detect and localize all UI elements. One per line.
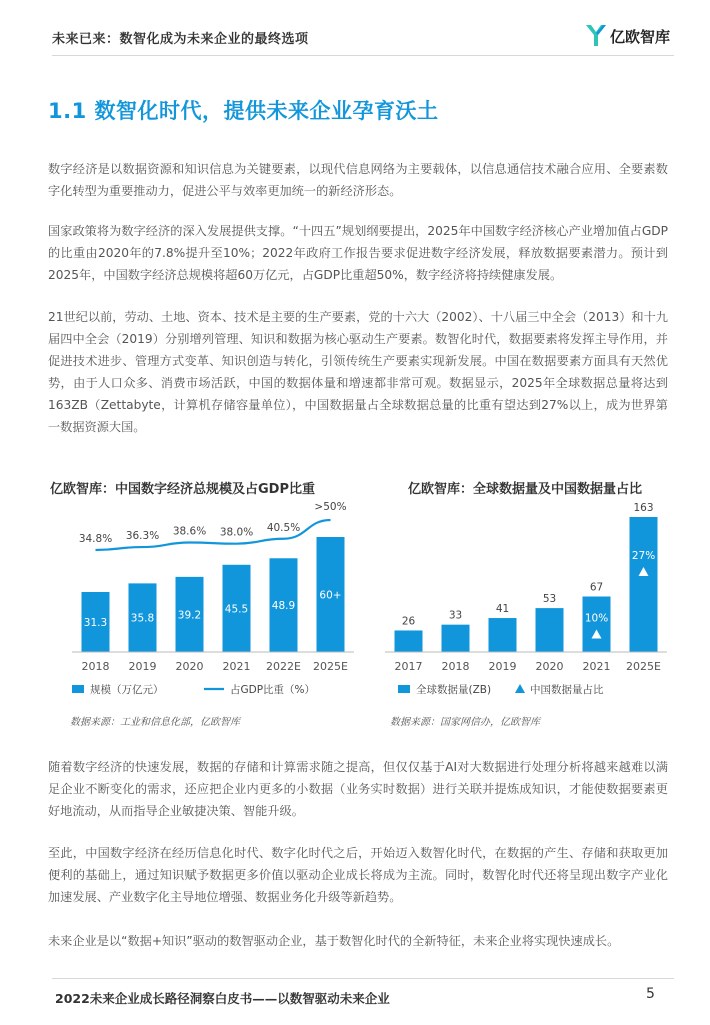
x-tick-2020: 2020	[535, 660, 564, 673]
bar-label-2019: 35.8	[130, 612, 155, 625]
bar-2025E	[630, 517, 658, 652]
bar-2019	[489, 618, 517, 652]
legend-label-bar: 规模（万亿元）	[90, 684, 164, 696]
bar-label-2020: 39.2	[177, 609, 202, 622]
x-tick-2021: 2021	[222, 660, 251, 673]
paragraph-1: 数字经济是以数据资源和知识信息为关键要素，以现代信息网络为主要载体，以信息通信技术融合应用、全要素数字化转型为重要推动力，促进公平与效率更加统一的新经济形态。	[48, 162, 668, 198]
chart-2-plot	[370, 500, 690, 730]
bar-value-2017: 26	[401, 615, 416, 628]
paragraph-4: 随着数字经济的快速发展，数据的存储和计算需求随之提高，但仅仅基于AI对大数据进行处理分析将越来越难以满足企业不断变化的需求，还应把企业内更多的小数据（业务实时数据）进行关联并提炼成知识，才能使数据要素更好地流动，从而指导企业敏捷决策、智能升级。	[48, 760, 668, 818]
line-label-2021: 38.0%	[219, 526, 254, 539]
paragraph-2: 国家政策将为数字经济的深入发展提供支撑。“十四五”规划纲要提出，2025年中国数字经济核心产业增加值占GDP的比重由2020年的7.8%提升至10%；2022年政府工作报告要求促进数字经济发展，释放数据要素潜力。预计到2025年，中国数字经济总规模将超60万亿元，占GDP比重超50%，数字经济将持续健康发展。	[48, 224, 668, 282]
paragraph-6: 未来企业是以“数据+知识”驱动的数智驱动企业，基于数智化时代的全新特征，未来企业将实现快速成长。	[48, 934, 620, 948]
x-tick-2018: 2018	[441, 660, 470, 673]
bar-2017	[395, 630, 423, 652]
chart-1-source: 数据来源：工业和信息化部，亿欧智库	[70, 717, 240, 728]
legend-swatch-bar	[398, 685, 410, 693]
brand-logo	[584, 22, 674, 50]
line-label-2019: 36.3%	[125, 530, 160, 543]
brand-name: 亿欧智库	[610, 28, 671, 46]
legend-swatch-marker	[515, 684, 525, 693]
x-tick-2025E: 2025E	[313, 660, 348, 673]
chart-global-data	[370, 470, 690, 730]
header-divider	[52, 55, 674, 56]
chart-2-source: 数据来源：国家网信办，亿欧智库	[390, 717, 540, 728]
bar-value-2025E: 163	[633, 502, 654, 514]
bar-2018	[442, 625, 470, 652]
page-footer	[0, 960, 710, 1025]
x-tick-2019: 2019	[128, 660, 157, 673]
paragraph-5: 至此，中国数字经济在经历信息化时代、数字化时代之后，开始迈入数智化时代，在数据的产生、存储和获取更加便利的基础上，通过知识赋予数据更多价值以驱动企业成长将成为主流。同时，数智化时代还将呈现出数字产业化加速发展、产业数字化主导地位增强、数据业务化升级等新趋势。	[48, 846, 668, 904]
chart-digital-economy	[40, 470, 360, 730]
x-tick-2017: 2017	[394, 660, 423, 673]
bar-label-2021: 45.5	[224, 603, 249, 616]
legend-label-bar: 全球数据量(ZB)	[416, 684, 492, 696]
bar-value-2020: 53	[542, 593, 557, 606]
footer-divider	[52, 978, 674, 979]
footer-title: 2022未来企业成长路径洞察白皮书——以数智驱动未来企业	[55, 991, 390, 1006]
section-title: 1.1 数智化时代，提供未来企业孕育沃土	[48, 99, 439, 123]
x-tick-2022E: 2022E	[266, 660, 301, 673]
chart-1-title: 亿欧智库：中国数字经济总规模及占GDP比重	[50, 482, 315, 497]
bar-2020	[536, 608, 564, 652]
x-tick-2020: 2020	[175, 660, 204, 673]
x-tick-2025E: 2025E	[626, 660, 661, 673]
share-label-2021: 10%	[584, 612, 609, 625]
legend-label-marker: 中国数据量占比	[530, 684, 604, 696]
line-label-2022E: 40.5%	[266, 521, 301, 534]
chart-2-title: 亿欧智库：全球数据量及中国数据量占比	[408, 482, 643, 497]
page-header	[0, 0, 710, 62]
line-label-2025E: >50%	[314, 501, 347, 513]
bar-label-2018: 31.3	[83, 617, 108, 630]
line-label-2020: 38.6%	[172, 525, 207, 538]
legend-swatch-bar	[72, 685, 84, 693]
brand-logo-icon	[584, 22, 608, 48]
line-label-2018: 34.8%	[78, 533, 113, 545]
x-tick-2019: 2019	[488, 660, 517, 673]
chart-1-plot	[40, 500, 360, 730]
bar-value-2021: 67	[589, 581, 604, 594]
bar-label-2022E: 48.9	[271, 600, 296, 613]
bar-value-2019: 41	[495, 603, 510, 616]
page-number: 5	[646, 986, 655, 1002]
x-tick-2021: 2021	[582, 660, 611, 673]
x-tick-2018: 2018	[81, 660, 110, 673]
paragraph-3: 21世纪以前，劳动、土地、资本、技术是主要的生产要素，党的十六大（2002）、十八届三中全会（2013）和十九届四中全会（2019）分别增列管理、知识和数据为核心驱动生产要素。数智化时代，数据要素将发挥主导作用，并促进技术进步、管理方式变革、知识创造与转化，引领传统生产要素实现新发展。中国在数据要素方面具有天然优势，由于人口众多、消费市场活跃，中国的数据体量和增速都非常可观。数据显示，2025年全球数据总量将达到163ZB（Zettabyte，计算机存储容量单位），中国数据量占全球数据总量的比重有望达到27%以上，成为世界第一数据资源大国。	[48, 310, 668, 434]
share-label-2025E: 27%	[631, 550, 656, 562]
header-title: 未来已来：数智化成为未来企业的最终选项	[52, 32, 309, 47]
bar-label-2025E: 60+	[319, 589, 342, 602]
legend-label-line: 占GDP比重（%）	[230, 684, 316, 696]
bar-value-2018: 33	[448, 609, 463, 622]
